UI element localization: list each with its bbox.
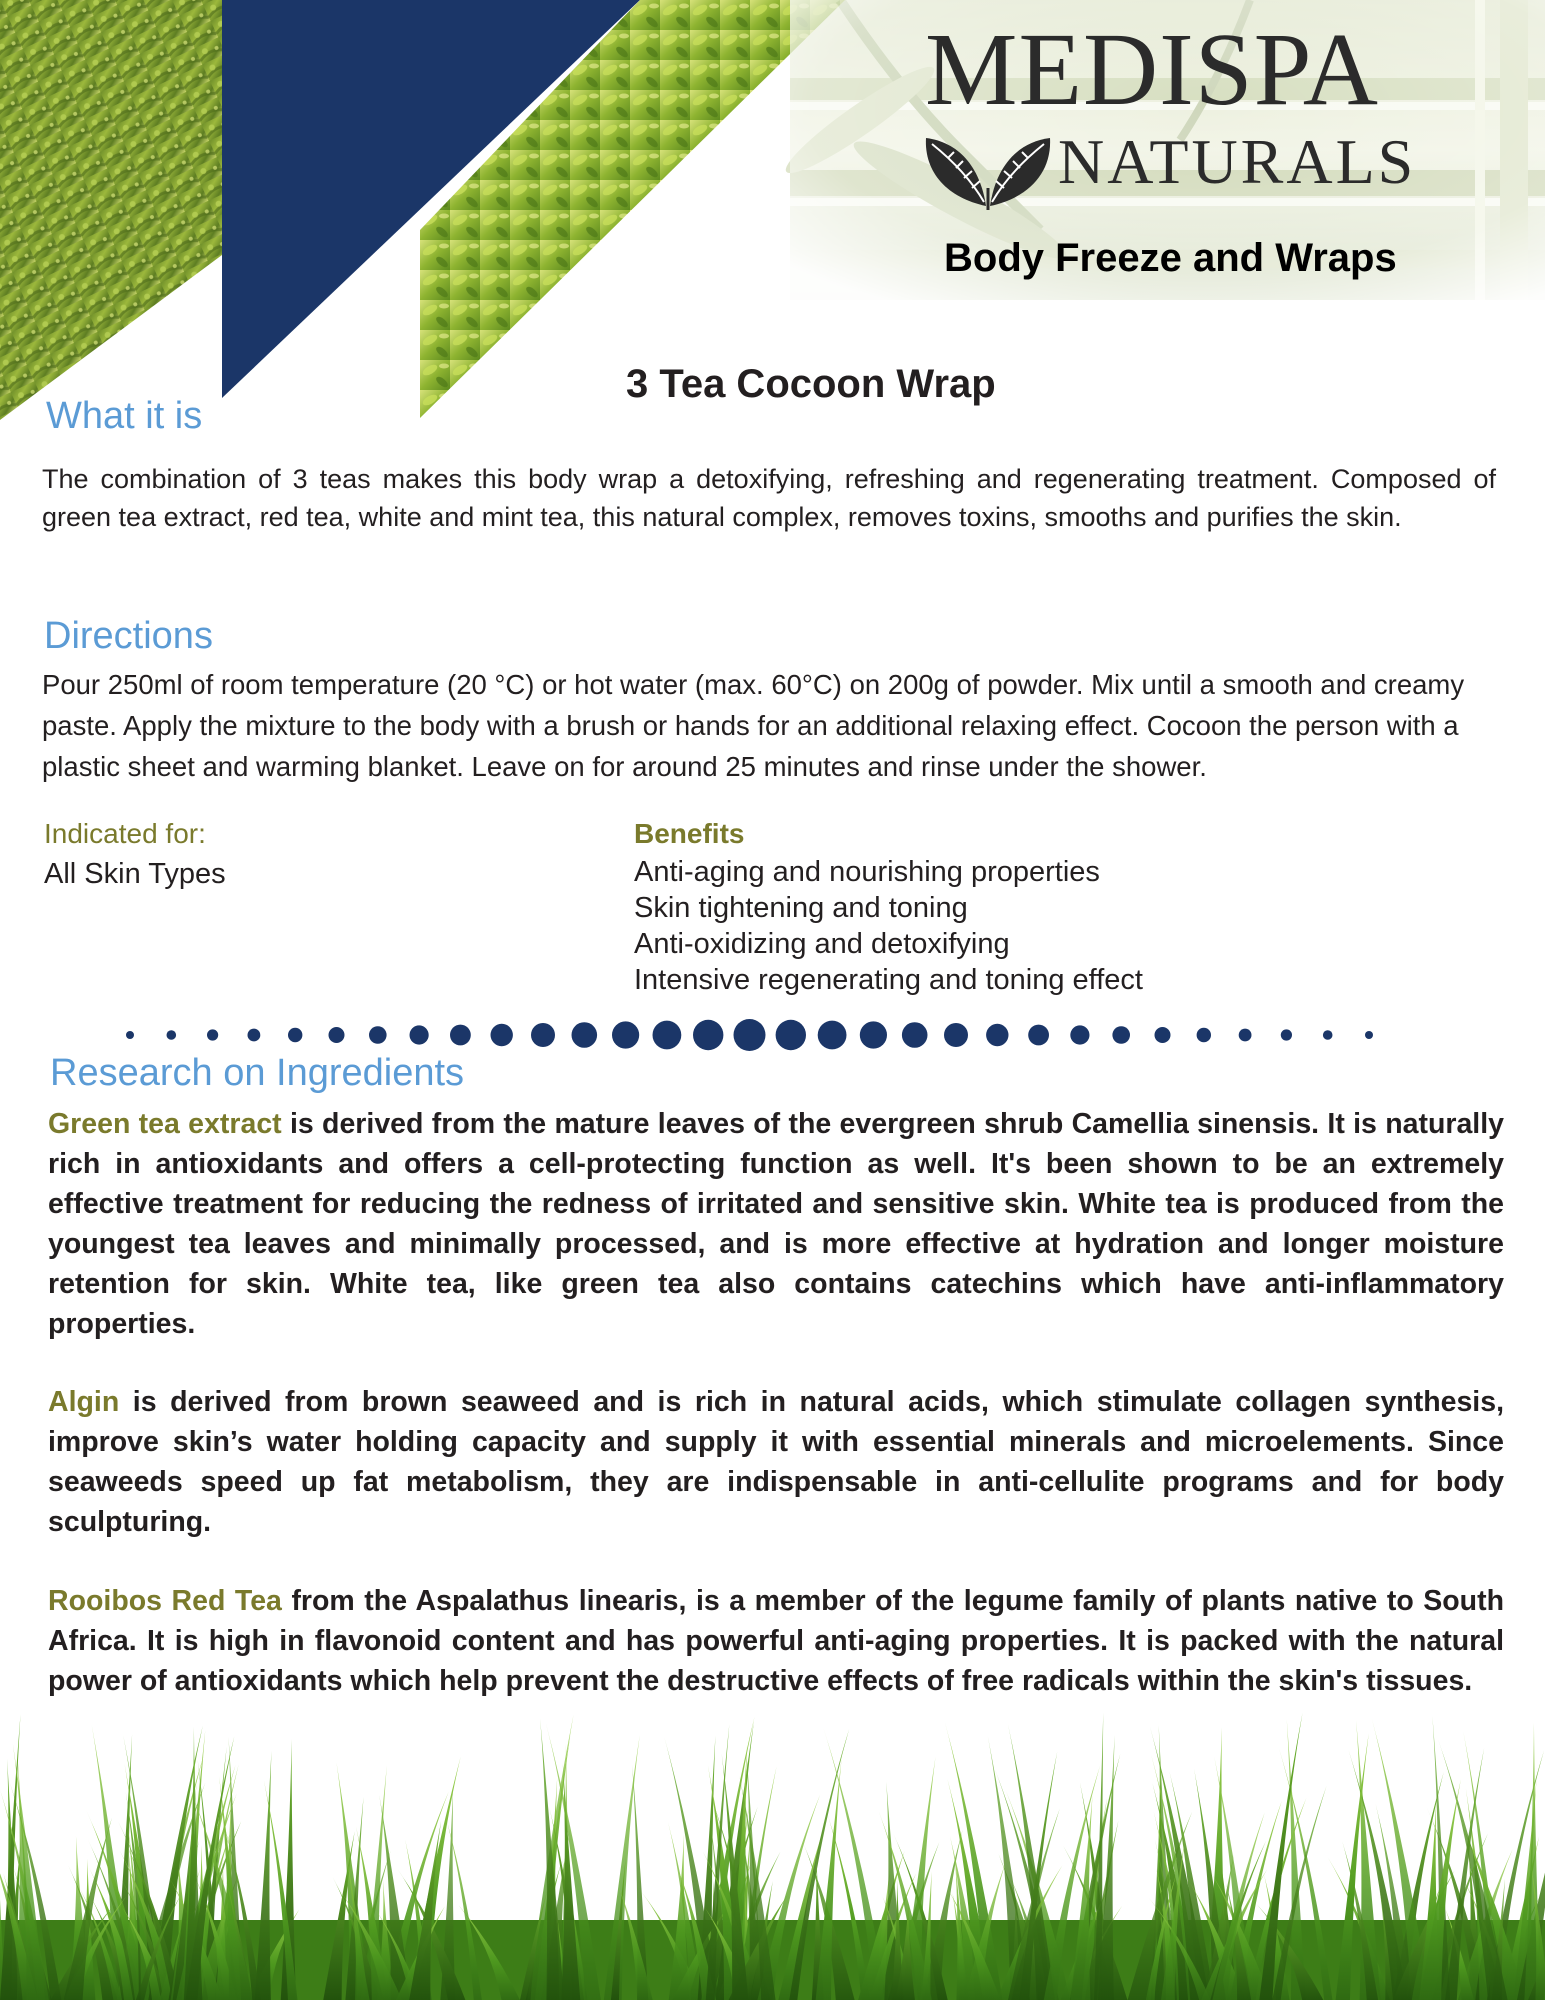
- divider-dot: [410, 1025, 429, 1044]
- category-title: Body Freeze and Wraps: [944, 236, 1397, 280]
- benefit-item: Anti-aging and nourishing properties: [634, 856, 1100, 888]
- divider-dot: [986, 1024, 1008, 1046]
- divider-dot: [1028, 1025, 1049, 1046]
- divider-dot: [248, 1029, 261, 1042]
- ingredient-keyword: Algin: [48, 1386, 120, 1418]
- divider-dot: [1365, 1031, 1373, 1039]
- divider-dot: [288, 1028, 302, 1042]
- ingredient-description: is derived from the mature leaves of the evergreen shrub Camellia sinensis. It is naturally rich in antioxidants and offers a cell-protecting function as well. It's been shown to be an extremely effective treatment for reducing the redness of irritated and sensitive skin. White tea is produced from the youngest tea leaves and minimally processed, and is more effective at hydration and longer moisture retention for skin. White tea, like green tea also contains catechins which have anti-inflammatory properties.: [48, 1108, 1504, 1340]
- product-title: 3 Tea Cocoon Wrap: [626, 362, 996, 406]
- divider-dot: [1239, 1029, 1252, 1042]
- benefit-item: Skin tightening and toning: [634, 892, 968, 924]
- divider-dot: [329, 1027, 345, 1043]
- ingredient-keyword: Rooibos Red Tea: [48, 1585, 282, 1617]
- divider-dot: [612, 1021, 639, 1048]
- indicated-value: All Skin Types: [44, 858, 226, 890]
- divider-dot: [491, 1024, 513, 1046]
- research-paragraph-rooibos: [48, 1581, 1504, 1701]
- what-it-is-text: The combination of 3 teas makes this body wrap a detoxifying, refreshing and regenerating treatment. Composed of green tea extract, red tea, white and mint tea, this natural complex, removes toxins, smooths and purifies the skin.: [42, 464, 1496, 532]
- divider-dot: [653, 1021, 682, 1050]
- divider-dot: [860, 1021, 887, 1048]
- divider-dot: [450, 1025, 471, 1046]
- brand-subtitle: NATURALS: [1058, 126, 1417, 197]
- divider-dot: [531, 1023, 555, 1047]
- grass-footer-image: [0, 1700, 1545, 2000]
- research-heading: Research on Ingredients: [50, 1052, 465, 1094]
- leaf-logo-icon: [918, 118, 1058, 210]
- divider-dot: [1197, 1028, 1211, 1042]
- benefits-heading: Benefits: [634, 818, 745, 849]
- divider-dot: [776, 1020, 806, 1050]
- what-it-is-heading: What it is: [46, 395, 203, 437]
- benefits-list: [634, 854, 1143, 998]
- research-paragraph-algin: [48, 1382, 1504, 1542]
- ingredient-description: from the Aspalathus linearis, is a member of the legume family of plants native to South Africa. It is high in flavonoid content and has powerful anti-aging properties. It is packed with the natural power of antioxidants which help prevent the destructive effects of free radicals within the skin's tissues.: [48, 1585, 1504, 1697]
- divider-dot: [944, 1023, 968, 1047]
- divider-dot: [1155, 1027, 1171, 1043]
- divider-dot: [1281, 1029, 1292, 1040]
- ingredient-keyword: Green tea extract: [48, 1108, 282, 1140]
- indicated-heading: Indicated for:: [44, 818, 206, 849]
- divider-dot: [693, 1020, 723, 1050]
- divider-dot: [369, 1026, 387, 1044]
- divider-dot: [902, 1022, 928, 1048]
- divider-dot: [1070, 1025, 1089, 1044]
- divider-dot: [734, 1019, 766, 1051]
- divider-dot: [1112, 1026, 1130, 1044]
- research-paragraph-green-tea: [48, 1104, 1504, 1344]
- divider-dot: [1323, 1030, 1333, 1040]
- benefit-item: Anti-oxidizing and detoxifying: [634, 928, 1010, 960]
- divider-dot: [126, 1031, 134, 1039]
- directions-heading: Directions: [44, 615, 213, 657]
- ingredient-description: is derived from brown seaweed and is rich in natural acids, which stimulate collagen synthesis, improve skin’s water holding capacity and supply it with essential minerals and microelements. Since seaweeds speed up fat metabolism, they are indispensable in anti-cellulite programs and for body sculpturing.: [48, 1386, 1504, 1538]
- divider-dot: [818, 1021, 847, 1050]
- divider-dot: [572, 1022, 598, 1048]
- benefit-item: Intensive regenerating and toning effect: [634, 964, 1143, 996]
- directions-text: Pour 250ml of room temperature (20 °C) or hot water (max. 60°C) on 200g of powder. Mix until a smooth and creamy paste. Apply the mixture to the body with a brush or hands for an additional relaxing effect. Cocoon the person with a plastic sheet and warming blanket. Leave on for around 25 minutes and rinse under the shower.: [42, 669, 1465, 782]
- divider-dot: [207, 1029, 218, 1040]
- brand-name: MEDISPA: [925, 12, 1379, 127]
- divider-dot: [167, 1030, 177, 1040]
